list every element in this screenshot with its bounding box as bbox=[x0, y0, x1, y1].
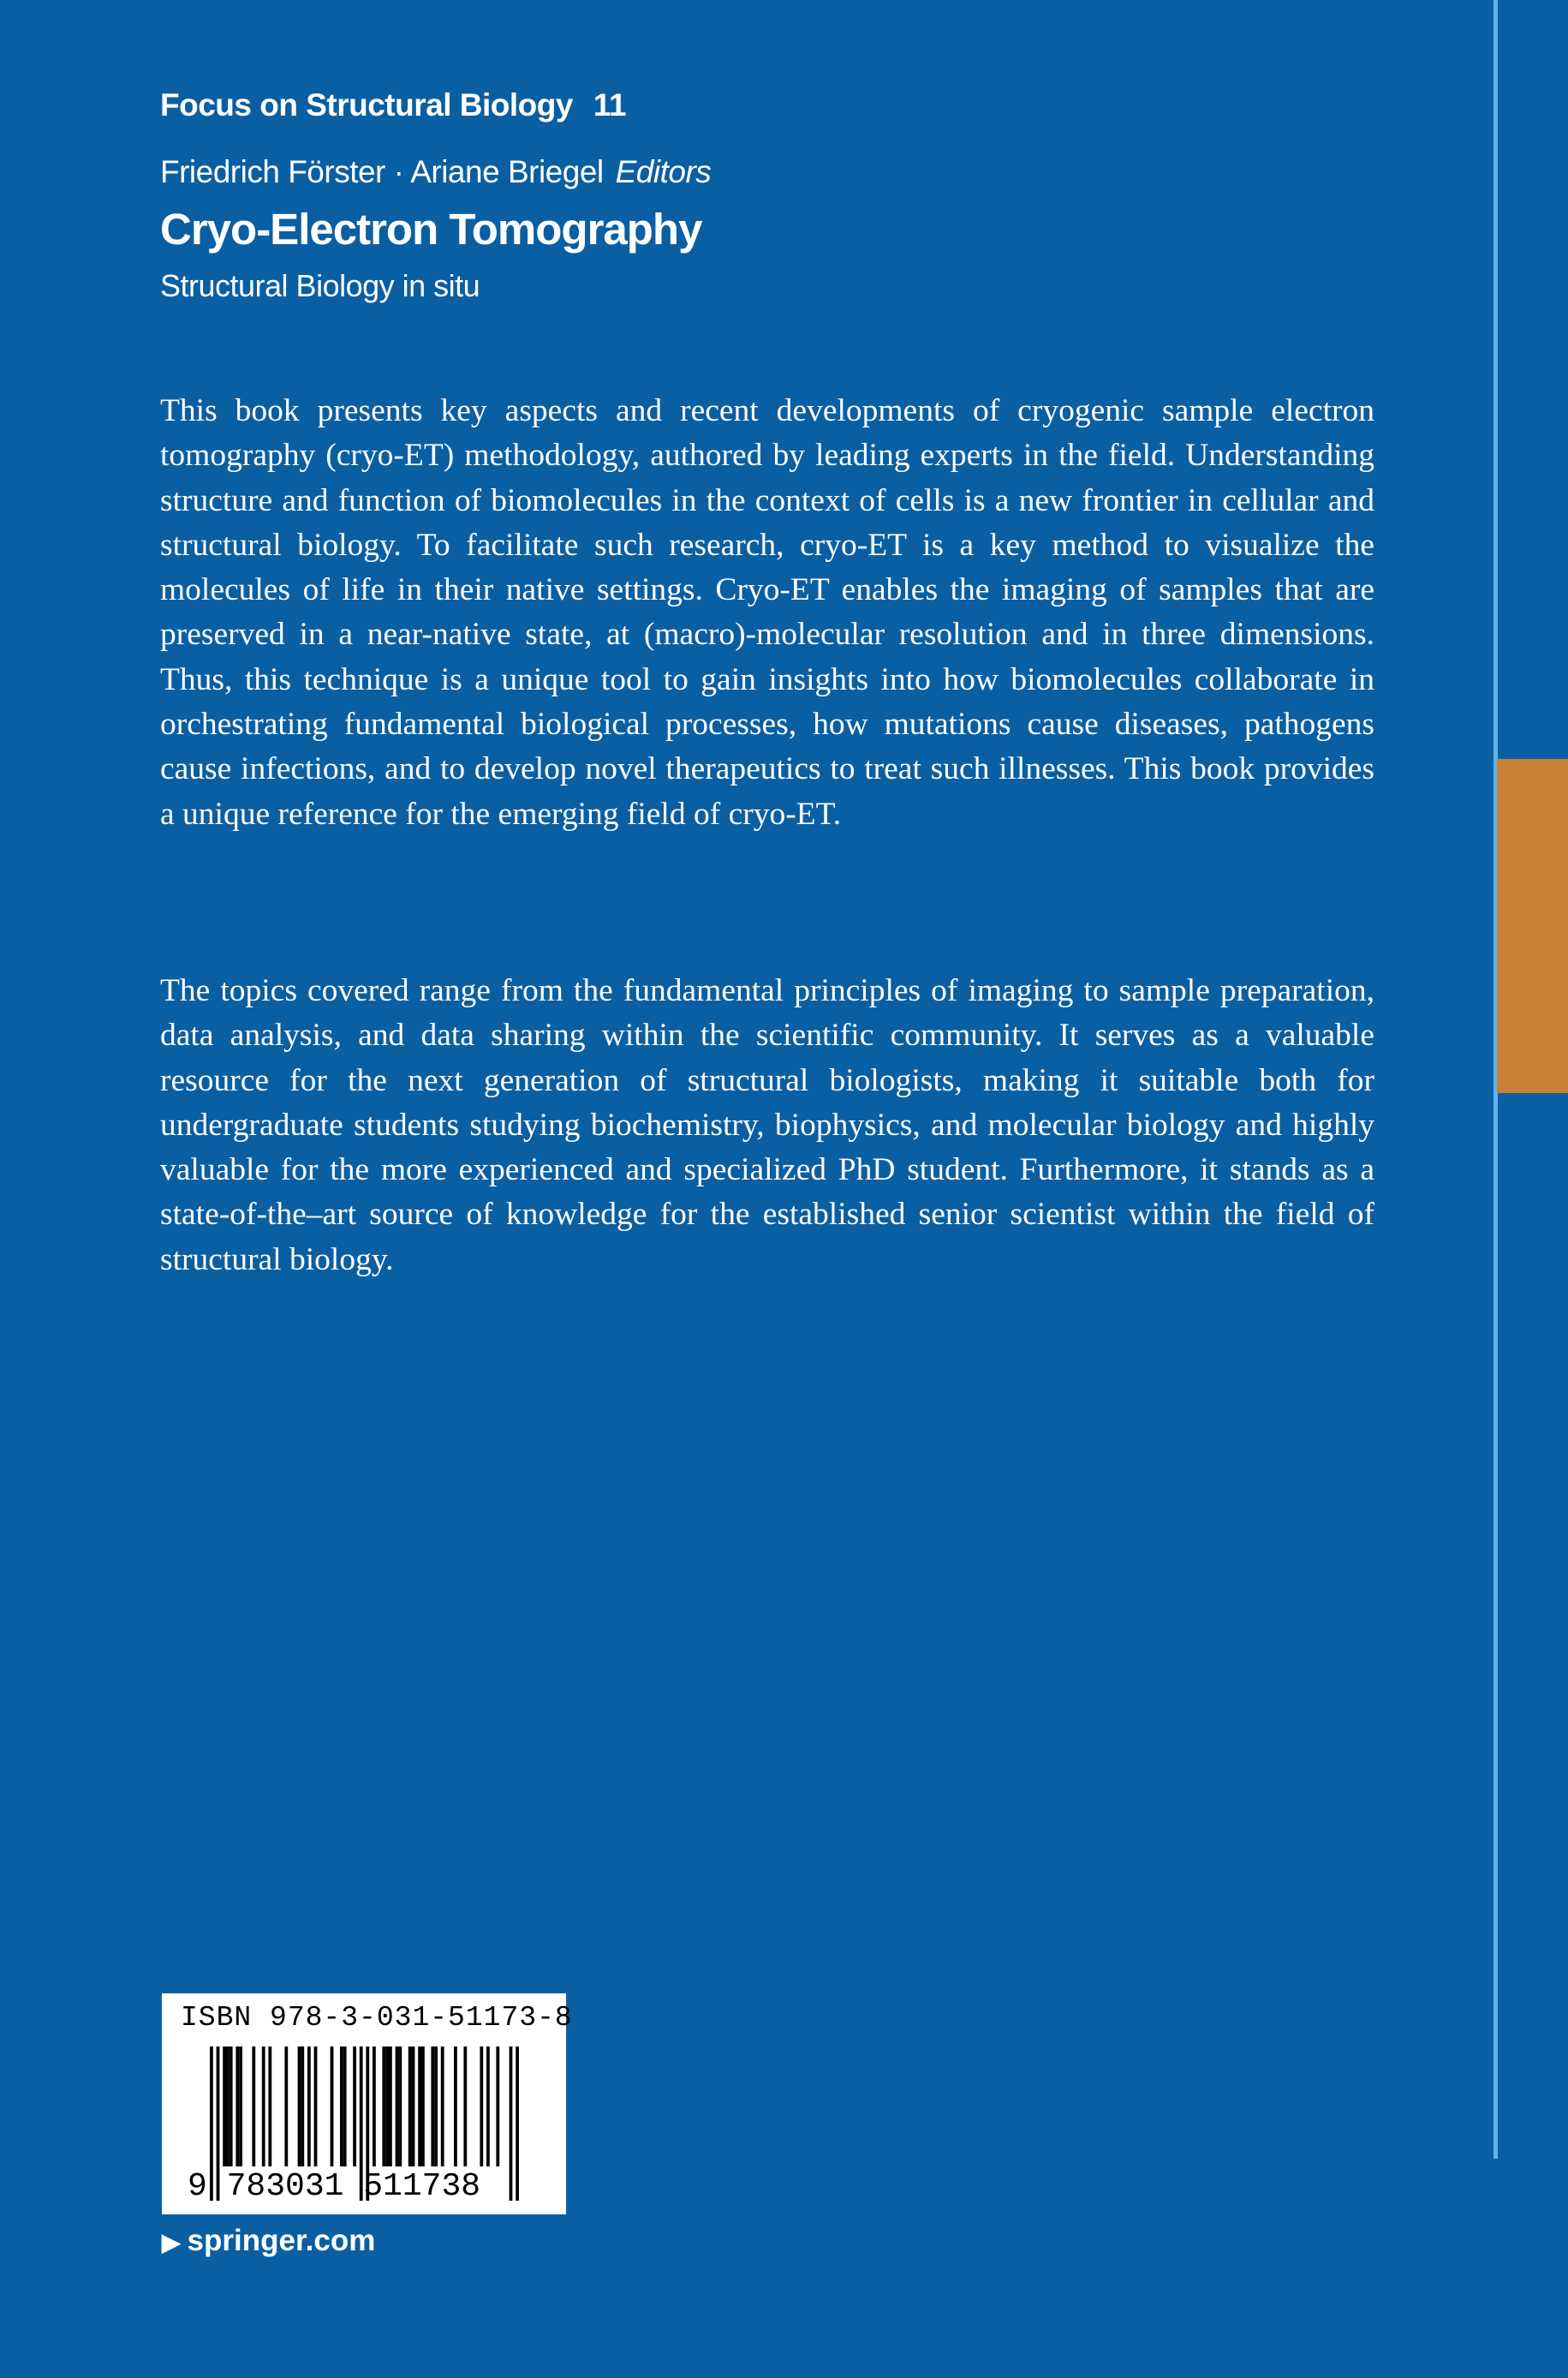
series-heading bbox=[160, 87, 626, 123]
book-title: Cryo-Electron Tomography bbox=[160, 205, 702, 254]
barcode-bar bbox=[480, 2046, 483, 2166]
editor-names: Friedrich Förster · Ariane Briegel bbox=[160, 154, 604, 189]
spine-color-tab bbox=[1497, 759, 1568, 1093]
publisher-link[interactable] bbox=[162, 2224, 375, 2258]
barcode-bar bbox=[496, 2046, 499, 2166]
book-subtitle: Structural Biology in situ bbox=[160, 268, 480, 303]
barcode-bar bbox=[516, 2046, 519, 2201]
barcode-bar bbox=[431, 2046, 434, 2166]
barcode-bar bbox=[396, 2046, 399, 2166]
description-paragraph-1: This book presents key aspects and recent developments of cryogenic sample electron tomography (cryo-ET) methodology, authored by leading experts in the field. Understanding structure and function of biomolecules in the context of cells is a new frontier in cellular and structural biology. To facilitate such research, cryo-ET is a key method to visualize the molecules of life in their native settings. Cryo-ET enables the imaging of samples that are preserved in a near-native state, at (macro)-molecular resolution and in three dimensions. Thus, this technique is a unique tool to gain insights into how biomolecules collaborate in orchestrating fundamental biological processes, how mutations cause diseases, pathogens cause infections, and to develop novel therapeutics to treat such illnesses. This book provides a unique reference for the emerging field of cryo-ET. bbox=[160, 393, 1374, 832]
series-volume: 11 bbox=[593, 87, 627, 122]
publisher-url: springer.com bbox=[187, 2224, 376, 2257]
barcode-bar bbox=[298, 2046, 301, 2166]
barcode-bar bbox=[434, 2046, 438, 2166]
barcode-bar bbox=[382, 2046, 385, 2166]
barcode-bar bbox=[373, 2046, 376, 2166]
barcode-bar bbox=[343, 2046, 347, 2166]
series-name: Focus on Structural Biology bbox=[160, 87, 573, 122]
barcode-bar bbox=[412, 2046, 415, 2166]
description-paragraph-2: The topics covered range from the fundamental principles of imaging to sample preparation, data analysis, and data sharing within the scientific community. It serves as a valuable resource for the next generation of structural biologists, making it suitable both for undergraduate students studying biochemistry, biophysics, and molecular biology and highly valuable for the more experienced and specialized PhD student. Furthermore, it stands as a state-of-the–art source of knowledge for the established senior scientist within the field of structural biology. bbox=[160, 973, 1374, 1277]
isbn-barcode bbox=[162, 1993, 573, 2214]
barcode-bar bbox=[463, 2046, 467, 2166]
barcode-bar bbox=[268, 2046, 271, 2166]
barcode-bar bbox=[408, 2046, 412, 2166]
barcode-bar bbox=[418, 2046, 421, 2166]
barcode-bar bbox=[398, 2046, 402, 2166]
barcode-bar bbox=[284, 2046, 288, 2166]
isbn-label: ISBN 978-3-031-51173-8 bbox=[181, 2002, 573, 2034]
barcode-bar bbox=[223, 2046, 226, 2166]
barcode-bar bbox=[331, 2046, 334, 2166]
barcode-bar bbox=[421, 2046, 425, 2166]
barcode-bar bbox=[486, 2046, 490, 2166]
barcode-bar bbox=[262, 2046, 265, 2166]
barcode-bar bbox=[301, 2046, 304, 2166]
barcode-bar bbox=[307, 2046, 311, 2166]
barcode-bar bbox=[314, 2046, 318, 2166]
barcode-bar bbox=[353, 2046, 356, 2166]
barcode-bar bbox=[385, 2046, 389, 2166]
triangle-right-icon: ▶ bbox=[162, 2229, 181, 2256]
barcode-bar bbox=[340, 2046, 343, 2166]
barcode-bar bbox=[389, 2046, 392, 2166]
barcode-bar bbox=[235, 2046, 239, 2166]
editors-role: Editors bbox=[615, 154, 712, 189]
barcode-bar bbox=[441, 2046, 444, 2166]
barcode-bar bbox=[454, 2046, 457, 2166]
editors-line bbox=[160, 154, 711, 190]
barcode-bar bbox=[230, 2046, 233, 2166]
barcode-bar bbox=[239, 2046, 242, 2166]
ean-digits: 9 783031 511738 bbox=[188, 2168, 481, 2205]
barcode-bar bbox=[252, 2046, 255, 2166]
barcode-bar bbox=[510, 2046, 513, 2201]
barcode-bar bbox=[226, 2046, 230, 2166]
